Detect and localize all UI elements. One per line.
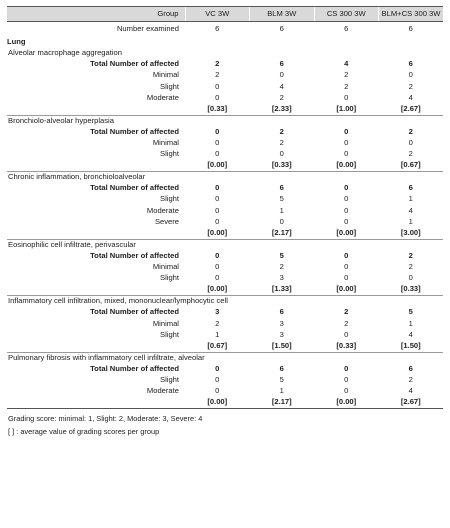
- grade-row: [7, 329, 443, 340]
- table-cell: 0: [344, 374, 349, 384]
- average-value: [0.00]: [185, 228, 250, 240]
- table-cell: 4: [408, 205, 413, 215]
- grade-label: Slight: [160, 194, 179, 204]
- table-cell: 2: [344, 70, 349, 80]
- table-cell: 6: [279, 307, 284, 317]
- grade-row: [7, 81, 443, 92]
- average-spacer: [7, 340, 185, 352]
- grade-label: Minimal: [152, 318, 179, 328]
- table-cell: 0: [344, 194, 349, 204]
- table-cell: 0: [344, 183, 349, 193]
- grade-row: [7, 194, 443, 205]
- grade-label: Slight: [160, 149, 179, 159]
- table-cell: 0: [215, 138, 220, 147]
- table-cell: 0: [215, 363, 220, 373]
- table-cell: 0: [408, 70, 413, 80]
- table-cell: 2: [408, 374, 413, 384]
- table-cell: 0: [215, 273, 220, 283]
- table-cell: 6: [215, 23, 220, 33]
- grade-label: Slight: [160, 81, 179, 91]
- grading-note: Grading score: minimal: 1, Slight: 2, Moderate: 3, Severe: 4: [8, 414, 203, 423]
- table-cell: 2: [215, 59, 220, 69]
- table-cell: 6: [408, 183, 413, 193]
- table-cell: 0: [279, 70, 284, 80]
- table-cell: 6: [408, 59, 413, 69]
- average-value: [0.33]: [185, 103, 250, 115]
- table-cell: 4: [408, 92, 413, 102]
- table-cell: 2: [408, 262, 413, 272]
- table-cell: 0: [344, 329, 349, 339]
- table-cell: 0: [215, 386, 220, 396]
- grade-row: [7, 375, 443, 386]
- table-cell: 6: [279, 183, 284, 193]
- table-cell: 1: [408, 318, 413, 328]
- table-cell: 0: [344, 138, 349, 147]
- grade-row: [7, 216, 443, 227]
- grade-label: Slight: [160, 329, 179, 339]
- table-header-row: [7, 7, 443, 22]
- table-cell: 1: [279, 205, 284, 215]
- table-cell: 3: [279, 329, 284, 339]
- average-value: [0.33]: [250, 160, 315, 172]
- finding-title: Chronic inflammation, bronchioloalveolar: [8, 172, 146, 182]
- table-cell: 0: [279, 149, 284, 159]
- table-cell: 0: [344, 386, 349, 396]
- grade-label: Minimal: [152, 262, 179, 272]
- average-value: [2.67]: [379, 397, 444, 409]
- table-cell: 4: [408, 329, 413, 339]
- footnotes: [7, 412, 443, 438]
- table-cell: 2: [279, 262, 284, 272]
- table-cell: 0: [344, 273, 349, 283]
- table-cell: 4: [279, 81, 284, 91]
- average-spacer: [7, 228, 185, 240]
- total-affected-label: Total Number of affected: [90, 363, 179, 373]
- table-cell: 5: [279, 374, 284, 384]
- table-cell: 0: [344, 92, 349, 102]
- table-cell: 0: [215, 183, 220, 193]
- average-score-row: [7, 340, 443, 352]
- average-value: [3.00]: [379, 228, 444, 240]
- table-cell: 0: [344, 250, 349, 260]
- table-cell: 2: [408, 250, 413, 260]
- grade-label: Moderate: [146, 386, 179, 396]
- average-score-row: [7, 397, 443, 409]
- average-value: [0.00]: [314, 228, 379, 240]
- total-affected-label: Total Number of affected: [90, 59, 179, 69]
- average-value: [0.67]: [185, 340, 250, 352]
- total-affected-row: [7, 307, 443, 318]
- average-value: [0.00]: [314, 160, 379, 172]
- table-cell: 0: [215, 81, 220, 91]
- table-cell: 0: [215, 126, 220, 136]
- table-cell: 3: [279, 273, 284, 283]
- average-value: [2.17]: [250, 228, 315, 240]
- table-body: [7, 22, 443, 409]
- grade-label: Slight: [160, 273, 179, 283]
- total-affected-row: [7, 183, 443, 194]
- average-value: [1.00]: [314, 103, 379, 115]
- average-spacer: [7, 397, 185, 409]
- table-cell: 6: [344, 23, 349, 33]
- total-affected-label: Total Number of affected: [90, 250, 179, 260]
- average-value: [2.17]: [250, 397, 315, 409]
- table-cell: 0: [215, 374, 220, 384]
- table-cell: 6: [279, 59, 284, 69]
- table-cell: 0: [279, 216, 284, 226]
- average-value: [0.00]: [314, 284, 379, 296]
- average-value: [1.50]: [379, 340, 444, 352]
- table-cell: 5: [279, 250, 284, 260]
- table-cell: 2: [408, 81, 413, 91]
- column-header: CS 300 3W: [314, 7, 379, 22]
- table-cell: 0: [215, 194, 220, 204]
- table-cell: 1: [408, 216, 413, 226]
- table-cell: 1: [215, 329, 220, 339]
- grade-row: [7, 70, 443, 81]
- average-value: [0.33]: [314, 340, 379, 352]
- total-affected-row: [7, 364, 443, 375]
- grade-row: [7, 386, 443, 397]
- table-cell: 0: [344, 363, 349, 373]
- grading-table: [7, 6, 443, 409]
- column-header: VC 3W: [185, 7, 250, 22]
- grade-label: Severe: [154, 216, 179, 226]
- finding-title-row: [7, 115, 443, 127]
- average-value: [0.33]: [379, 284, 444, 296]
- total-affected-row: [7, 59, 443, 70]
- total-affected-label: Total Number of affected: [90, 126, 179, 136]
- average-score-row: [7, 284, 443, 296]
- table-cell: 5: [408, 307, 413, 317]
- average-note: [ ] : average value of grading scores per group: [8, 427, 160, 436]
- average-spacer: [7, 284, 185, 296]
- average-score-row: [7, 103, 443, 115]
- table-cell: 0: [215, 250, 220, 260]
- average-value: [2.33]: [250, 103, 315, 115]
- grade-row: [7, 273, 443, 284]
- table-cell: 0: [215, 262, 220, 272]
- grade-row: [7, 318, 443, 329]
- finding-title: Eosinophilic cell infiltrate, perivascular: [8, 239, 136, 249]
- grade-label: Moderate: [146, 205, 179, 215]
- grade-label: Slight: [160, 374, 179, 384]
- grade-row: [7, 205, 443, 216]
- total-affected-label: Total Number of affected: [90, 307, 179, 317]
- grade-row: [7, 149, 443, 160]
- table-cell: 0: [408, 273, 413, 283]
- average-value: [0.00]: [185, 160, 250, 172]
- table-cell: 3: [215, 307, 220, 317]
- table-cell: 2: [344, 81, 349, 91]
- table-cell: 6: [279, 23, 284, 33]
- table-cell: 0: [408, 138, 413, 147]
- table-cell: 0: [344, 216, 349, 226]
- column-header: BLM+CS 300 3W: [379, 7, 444, 22]
- organ-label: Lung: [7, 36, 26, 46]
- finding-title-row: [7, 172, 443, 184]
- average-spacer: [7, 103, 185, 115]
- number-examined-label: Number examined: [116, 23, 179, 33]
- grade-row: [7, 92, 443, 103]
- column-header: BLM 3W: [250, 7, 315, 22]
- average-value: [2.67]: [379, 103, 444, 115]
- table-cell: 6: [408, 363, 413, 373]
- total-affected-row: [7, 127, 443, 138]
- table-cell: 1: [279, 386, 284, 396]
- finding-title-row: [7, 239, 443, 251]
- average-value: [0.67]: [379, 160, 444, 172]
- table-cell: 2: [279, 92, 284, 102]
- table-cell: 0: [344, 126, 349, 136]
- table-cell: 2: [279, 138, 284, 147]
- table-cell: 6: [279, 363, 284, 373]
- average-value: [0.00]: [185, 284, 250, 296]
- total-affected-label: Total Number of affected: [90, 183, 179, 193]
- table-cell: 0: [344, 149, 349, 159]
- table-cell: 4: [344, 59, 349, 69]
- table-cell: 2: [408, 149, 413, 159]
- table-cell: 1: [408, 194, 413, 204]
- grade-row: [7, 262, 443, 273]
- table-cell: 2: [279, 126, 284, 136]
- finding-title: Bronchiolo-alveolar hyperplasia: [8, 115, 114, 125]
- finding-title-row: [7, 48, 443, 59]
- finding-title: Alveolar macrophage aggregation: [8, 48, 122, 58]
- table-cell: 0: [215, 92, 220, 102]
- table-cell: 0: [215, 205, 220, 215]
- table-cell: 0: [344, 262, 349, 272]
- table-cell: 2: [344, 307, 349, 317]
- table-cell: 4: [408, 386, 413, 396]
- table-cell: 0: [215, 149, 220, 159]
- grade-label: Minimal: [152, 138, 179, 147]
- average-spacer: [7, 160, 185, 172]
- finding-title-row: [7, 352, 443, 364]
- average-value: [0.00]: [314, 397, 379, 409]
- table-cell: 0: [344, 205, 349, 215]
- average-value: [0.00]: [185, 397, 250, 409]
- average-value: [1.50]: [250, 340, 315, 352]
- number-examined-row: [7, 22, 443, 37]
- grade-row: [7, 138, 443, 149]
- average-score-row: [7, 160, 443, 172]
- total-affected-row: [7, 251, 443, 262]
- finding-title: Inflammatory cell infiltration, mixed, mononuclear/lymphocytic cell: [8, 296, 228, 306]
- grade-label: Minimal: [152, 70, 179, 80]
- average-value: [1.33]: [250, 284, 315, 296]
- average-score-row: [7, 228, 443, 240]
- finding-title: Pulmonary fibrosis with inflammatory cell infiltrate, alveolar: [8, 352, 205, 362]
- table-cell: 2: [215, 70, 220, 80]
- table-cell: 6: [408, 23, 413, 33]
- table-cell: 2: [215, 318, 220, 328]
- table-cell: 2: [344, 318, 349, 328]
- table-cell: 0: [215, 216, 220, 226]
- organ-row: [7, 36, 443, 48]
- table-cell: 2: [408, 126, 413, 136]
- table-cell: 5: [279, 194, 284, 204]
- finding-title-row: [7, 296, 443, 308]
- grade-label: Moderate: [146, 92, 179, 102]
- group-label: Group: [7, 7, 185, 22]
- table-cell: 3: [279, 318, 284, 328]
